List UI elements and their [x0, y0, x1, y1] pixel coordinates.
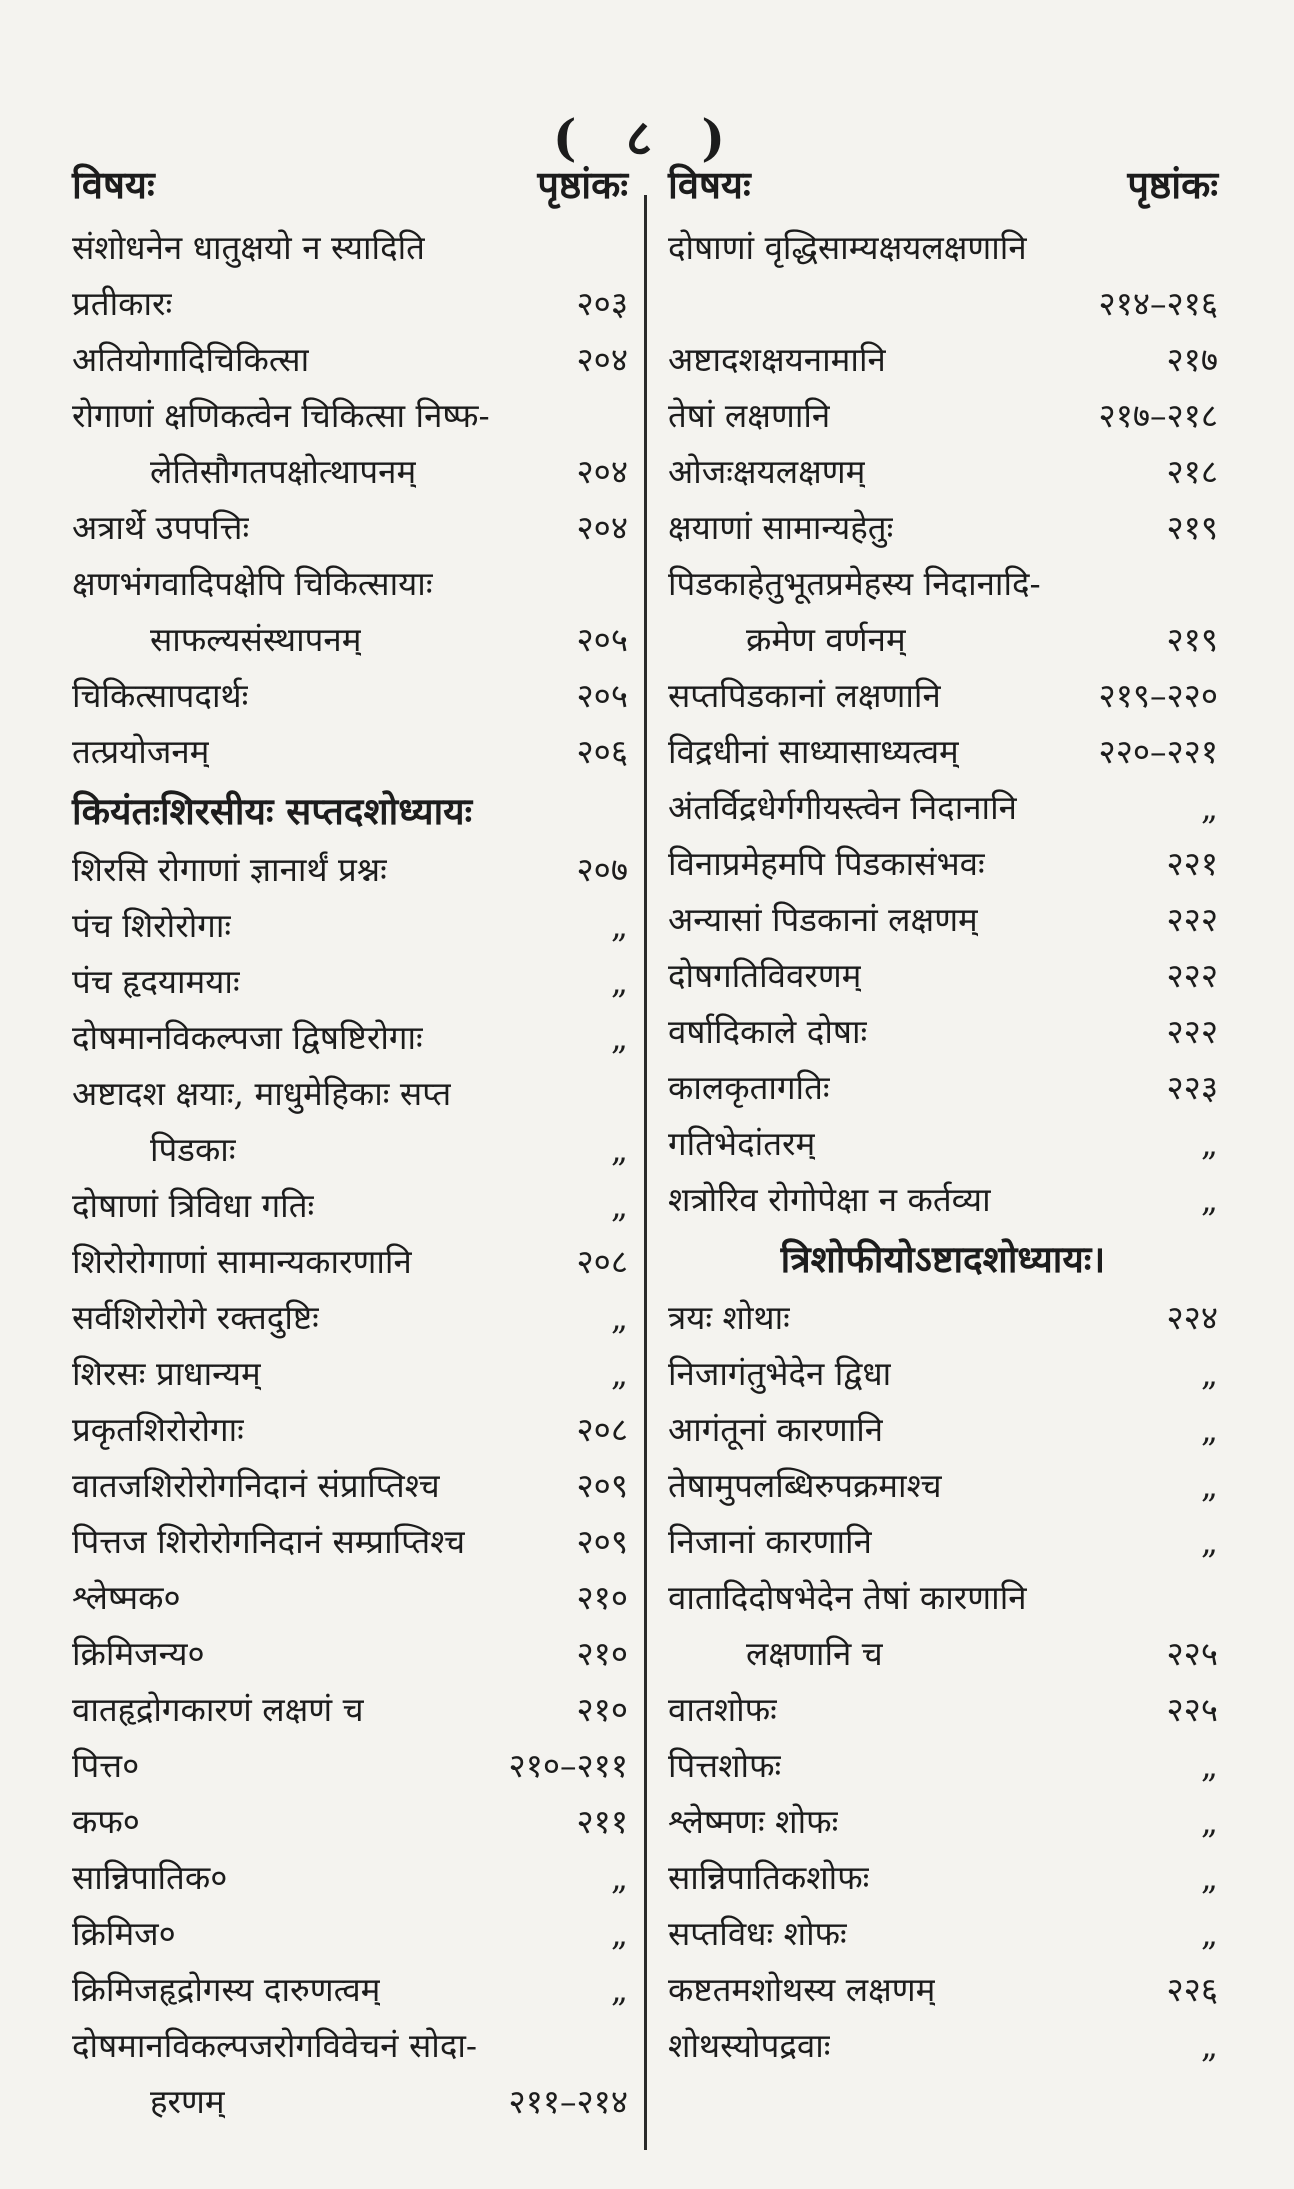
page-ref: „	[1200, 1746, 1218, 1785]
index-entry	[72, 724, 628, 780]
page-ref: „	[1200, 1802, 1218, 1841]
entry-text: क्षयाणां सामान्यहेतुः	[668, 508, 894, 547]
entry-text: वातजशिरोरोगनिदानं संप्राप्तिश्च	[72, 1466, 440, 1505]
entry-line	[668, 2018, 1218, 2074]
index-entry	[72, 1682, 628, 1738]
entry-line	[668, 1794, 1218, 1850]
entry-line	[72, 1962, 628, 2018]
entry-line	[72, 1402, 628, 1458]
entry-line	[72, 2074, 628, 2130]
page-ref: २१०–२११	[508, 1746, 628, 1785]
entry-line	[72, 556, 628, 612]
entry-line	[72, 1850, 628, 1906]
index-entry	[72, 1906, 628, 1962]
page-ref: „	[610, 1970, 628, 2009]
column-divider	[644, 195, 647, 2150]
entry-line	[72, 1794, 628, 1850]
entry-line	[668, 444, 1218, 500]
index-entry	[668, 892, 1218, 948]
entry-text: पित्त०	[72, 1746, 140, 1785]
entry-line	[668, 1850, 1218, 1906]
page-header: पृष्ठांकः	[537, 162, 628, 207]
entry-line	[668, 388, 1218, 444]
entry-text: वातशोफः	[668, 1690, 777, 1729]
entry-text: अत्रार्थे उपपत्तिः	[72, 508, 250, 547]
right-column	[668, 158, 1218, 2074]
page-ref: „	[610, 1858, 628, 1897]
page-ref: २१९	[1166, 508, 1218, 547]
index-entry	[72, 1178, 628, 1234]
index-entry	[668, 1290, 1218, 1346]
entry-line	[668, 1682, 1218, 1738]
entry-text: अष्टादशक्षयनामानि	[668, 340, 886, 379]
page-ref: „	[610, 906, 628, 945]
index-entry	[72, 1402, 628, 1458]
page-ref: „	[1200, 1410, 1218, 1449]
entry-text: त्रयः शोथाः	[668, 1298, 790, 1337]
page-ref: २१७–२१८	[1098, 396, 1218, 435]
index-entry	[668, 948, 1218, 1004]
entry-line	[72, 612, 628, 668]
entry-line	[668, 1060, 1218, 1116]
index-entry	[668, 500, 1218, 556]
page-header: पृष्ठांकः	[1127, 162, 1218, 207]
index-entry	[72, 1962, 628, 2018]
page-ref: २२०–२२१	[1098, 732, 1218, 771]
page-ref: „	[610, 1018, 628, 1057]
entry-line	[72, 276, 628, 332]
entry-line	[668, 276, 1218, 332]
entry-line	[72, 954, 628, 1010]
entry-text: क्रिमिज०	[72, 1914, 176, 1953]
entry-line	[72, 1682, 628, 1738]
entry-line	[72, 1514, 628, 1570]
index-entry	[668, 1570, 1218, 1682]
index-entry	[72, 388, 628, 500]
entry-line	[668, 1906, 1218, 1962]
entry-text: दोषमानविकल्पजरोगविवेचनं सोदा-	[72, 2026, 478, 2065]
entry-line	[72, 668, 628, 724]
entry-text: तेषां लक्षणानि	[668, 396, 831, 435]
page-ref: २२५	[1166, 1690, 1218, 1729]
entry-line	[668, 1290, 1218, 1346]
index-entry	[668, 1172, 1218, 1228]
index-entry	[72, 556, 628, 668]
entry-text: अंतर्विद्रधेर्गगीयस्त्वेन निदानानि	[668, 788, 1017, 827]
entry-text: शिरसि रोगाणां ज्ञानार्थं प्रश्नः	[72, 850, 387, 889]
index-entry	[72, 1290, 628, 1346]
index-entry	[668, 1794, 1218, 1850]
entry-text: कष्टतमशोथस्य लक्षणम्	[668, 1970, 936, 2009]
page-ref: २०६	[576, 732, 628, 771]
entry-line	[72, 388, 628, 444]
page-ref: „	[1200, 1858, 1218, 1897]
entry-text: कफ०	[72, 1802, 140, 1841]
entry-line	[668, 1514, 1218, 1570]
page-ref: २२६	[1166, 1970, 1218, 2009]
page-ref: २२२	[1166, 956, 1218, 995]
entry-line	[72, 1906, 628, 1962]
entry-text: अन्यासां पिडकानां लक्षणम्	[668, 900, 978, 939]
index-entry	[668, 388, 1218, 444]
entry-text: दोषाणां वृद्धिसाम्यक्षयलक्षणानि	[668, 228, 1027, 267]
page-ref: २०९	[576, 1466, 628, 1505]
entry-text: श्लेष्मणः शोफः	[668, 1802, 839, 1841]
entry-text: वातादिदोषभेदेन तेषां कारणानि	[668, 1578, 1027, 1617]
page-ref: २०५	[576, 676, 628, 715]
page-ref: २११	[576, 1802, 628, 1841]
entry-text: पंच हृदयामयाः	[72, 962, 240, 1001]
page-ref: २०४	[576, 508, 628, 547]
entry-text: अष्टादश क्षयाः, माधुमेहिकाः सप्त	[72, 1074, 452, 1113]
entry-text: प्रतीकारः	[72, 284, 173, 323]
entry-text: विनाप्रमेहमपि पिडकासंभवः	[668, 844, 985, 883]
entry-text: क्रिमिजन्य०	[72, 1634, 205, 1673]
page-ref: २०४	[576, 340, 628, 379]
page-ref: २०८	[576, 1410, 628, 1449]
index-entry	[72, 954, 628, 1010]
entry-line	[72, 2018, 628, 2074]
entry-text: शिरोरोगाणां सामान्यकारणानि	[72, 1242, 412, 1281]
page-ref: „	[1200, 1124, 1218, 1163]
index-entry	[72, 1346, 628, 1402]
index-entry	[668, 1682, 1218, 1738]
entry-line	[668, 668, 1218, 724]
index-entry	[72, 1514, 628, 1570]
page-ref: २२२	[1166, 900, 1218, 939]
entry-text: पित्तज शिरोरोगनिदानं सम्प्राप्तिश्च	[72, 1522, 466, 1561]
page-ref: २२१	[1166, 844, 1218, 883]
entry-text: क्रिमिजहृद्रोगस्य दारुणत्वम्	[72, 1970, 381, 2009]
page-ref: „	[610, 1914, 628, 1953]
index-entry	[668, 332, 1218, 388]
entry-line	[668, 1004, 1218, 1060]
entry-line	[668, 1402, 1218, 1458]
page-ref: २०९	[576, 1522, 628, 1561]
index-entry	[668, 836, 1218, 892]
index-entry	[72, 1010, 628, 1066]
entry-line	[668, 500, 1218, 556]
entry-line	[668, 780, 1218, 836]
index-entry	[668, 780, 1218, 836]
page-ref: २१९	[1166, 620, 1218, 659]
entry-line	[668, 1962, 1218, 2018]
index-entry	[72, 332, 628, 388]
page-ref: २०८	[576, 1242, 628, 1281]
entry-text: अतियोगादिचिकित्सा	[72, 340, 310, 379]
entry-line	[668, 948, 1218, 1004]
index-entry	[72, 842, 628, 898]
page-ref: „	[1200, 1466, 1218, 1505]
page-number: ( ८ )	[552, 108, 742, 167]
entry-text: पिडकाः	[150, 1130, 236, 1169]
column-header	[668, 158, 1218, 220]
index-entry	[668, 1906, 1218, 1962]
entry-text: सर्वशिरोरोगे रक्तदुष्टिः	[72, 1298, 319, 1337]
entry-text: ओजःक्षयलक्षणम्	[668, 452, 866, 491]
entry-line	[72, 724, 628, 780]
index-entry	[72, 1794, 628, 1850]
page-ref: „	[610, 1130, 628, 1169]
page-ref: „	[1200, 1180, 1218, 1219]
index-entry	[72, 500, 628, 556]
entry-line	[668, 1570, 1218, 1626]
subject-header: विषयः	[668, 162, 751, 207]
entry-text: विद्रधीनां साध्यासाध्यत्वम्	[668, 732, 959, 771]
index-entry	[668, 1962, 1218, 2018]
entry-text: वातहृद्रोगकारणं लक्षणं च	[72, 1690, 364, 1729]
entry-text: दोषाणां त्रिविधा गतिः	[72, 1186, 315, 1225]
page-ref: „	[1200, 1354, 1218, 1393]
index-entry	[668, 556, 1218, 668]
index-list	[72, 220, 628, 2130]
entry-text: संशोधनेन धातुक्षयो न स्यादिति	[72, 228, 425, 267]
index-entry	[668, 1514, 1218, 1570]
entry-text: साफल्यसंस्थापनम्	[150, 620, 362, 659]
page-ref: २१०	[576, 1634, 628, 1673]
index-entry	[72, 1458, 628, 1514]
entry-text: पंच शिरोरोगाः	[72, 906, 232, 945]
entry-line	[72, 842, 628, 898]
index-entry	[72, 1738, 628, 1794]
index-entry	[72, 1234, 628, 1290]
index-entry	[668, 724, 1218, 780]
page-ref: २१०	[576, 1578, 628, 1617]
entry-text: रोगाणां क्षणिकत्वेन चिकित्सा निष्फ-	[72, 396, 490, 435]
entry-text: लक्षणानि च	[746, 1634, 883, 1673]
entry-text: हरणम्	[150, 2082, 225, 2121]
entry-line	[72, 1738, 628, 1794]
index-entry	[668, 1004, 1218, 1060]
index-list	[668, 220, 1218, 2074]
entry-text: सप्तविधः शोफः	[668, 1914, 847, 1953]
entry-line	[72, 332, 628, 388]
entry-line	[668, 1458, 1218, 1514]
page-ref: २२२	[1166, 1012, 1218, 1051]
index-entry	[72, 1570, 628, 1626]
entry-line	[72, 444, 628, 500]
page-ref: २१०	[576, 1690, 628, 1729]
entry-text: तत्प्रयोजनम्	[72, 732, 210, 771]
entry-line	[668, 332, 1218, 388]
entry-text: आगंतूनां कारणानि	[668, 1410, 884, 1449]
entry-text: सान्निपातिक०	[72, 1858, 228, 1897]
subject-header: विषयः	[72, 162, 155, 207]
index-entry	[72, 1850, 628, 1906]
entry-text: दोषगतिविवरणम्	[668, 956, 862, 995]
entry-text: चिकित्सापदार्थः	[72, 676, 249, 715]
entry-text: क्रमेण वर्णनम्	[746, 620, 906, 659]
page-ref: २११–२१४	[508, 2082, 628, 2121]
entry-line	[668, 892, 1218, 948]
entry-text: श्लेष्मक०	[72, 1578, 181, 1617]
entry-line	[72, 1458, 628, 1514]
entry-text: शोथस्योपद्रवाः	[668, 2026, 831, 2065]
chapter-title: कियंतःशिरसीयः सप्तदशोध्यायः	[72, 789, 473, 833]
entry-line	[72, 1346, 628, 1402]
index-entry	[72, 220, 628, 332]
index-entry	[668, 1116, 1218, 1172]
index-entry	[668, 1738, 1218, 1794]
entry-line	[668, 1626, 1218, 1682]
entry-line	[668, 612, 1218, 668]
entry-text: पित्तशोफः	[668, 1746, 782, 1785]
page-ref: „	[610, 1186, 628, 1225]
page-ref: „	[610, 962, 628, 1001]
entry-line	[668, 1172, 1218, 1228]
left-column	[72, 158, 628, 2130]
index-entry	[668, 444, 1218, 500]
page-ref: २०५	[576, 620, 628, 659]
page-ref: „	[1200, 1914, 1218, 1953]
entry-line	[72, 1626, 628, 1682]
entry-text: शत्रोरिव रोगोपेक्षा न कर्तव्या	[668, 1180, 991, 1219]
index-entry	[668, 2018, 1218, 2074]
index-entry	[72, 1626, 628, 1682]
entry-line	[72, 500, 628, 556]
entry-line	[668, 1738, 1218, 1794]
entry-line	[72, 220, 628, 276]
column-header	[72, 158, 628, 220]
entry-line	[72, 1066, 628, 1122]
index-entry	[668, 668, 1218, 724]
entry-text: शिरसः प्राधान्यम्	[72, 1354, 261, 1393]
entry-text: वर्षादिकाले दोषाः	[668, 1012, 868, 1051]
entry-text: गतिभेदांतरम्	[668, 1124, 816, 1163]
entry-line	[72, 1234, 628, 1290]
entry-line	[668, 836, 1218, 892]
index-entry	[72, 2018, 628, 2130]
entry-text: क्षणभंगवादिपक्षेपि चिकित्सायाः	[72, 564, 433, 603]
entry-line	[72, 898, 628, 954]
index-entry	[668, 220, 1218, 332]
entry-text: लेतिसौगतपक्षोत्थापनम्	[150, 452, 417, 491]
page-ref: „	[610, 1298, 628, 1337]
entry-text: कालकृतागतिः	[668, 1068, 830, 1107]
index-entry	[668, 1458, 1218, 1514]
entry-text: निजागंतुभेदेन द्विधा	[668, 1354, 892, 1393]
page-ref: २०७	[576, 850, 628, 889]
page-ref: „	[1200, 788, 1218, 827]
entry-line	[72, 1178, 628, 1234]
page-ref: २२४	[1166, 1298, 1218, 1337]
page-ref: „	[610, 1354, 628, 1393]
entry-line	[72, 1290, 628, 1346]
page-ref: २०३	[576, 284, 628, 323]
index-entry	[668, 1402, 1218, 1458]
entry-text: सान्निपातिकशोफः	[668, 1858, 870, 1897]
index-entry	[668, 1346, 1218, 1402]
entry-line	[668, 1116, 1218, 1172]
index-entry	[72, 898, 628, 954]
entry-line	[72, 1122, 628, 1178]
chapter-title: त्रिशोफीयोऽष्टादशोध्यायः।	[780, 1237, 1106, 1281]
page-ref: २१७	[1166, 340, 1218, 379]
page-ref: २१९–२२०	[1098, 676, 1218, 715]
index-entry	[72, 668, 628, 724]
entry-text: पिडकाहेतुभूतप्रमेहस्य निदानादि-	[668, 564, 1041, 603]
entry-line	[72, 1010, 628, 1066]
entry-line	[668, 1346, 1218, 1402]
page-ref: २०४	[576, 452, 628, 491]
index-entry	[668, 1060, 1218, 1116]
index-entry	[668, 1850, 1218, 1906]
page-ref: २२५	[1166, 1634, 1218, 1673]
entry-line	[668, 556, 1218, 612]
entry-line	[72, 1570, 628, 1626]
page-ref: २२३	[1166, 1068, 1218, 1107]
entry-text: सप्तपिडकानां लक्षणानि	[668, 676, 941, 715]
entry-text: निजानां कारणानि	[668, 1522, 872, 1561]
entry-text: तेषामुपलब्धिरुपक्रमाश्च	[668, 1466, 942, 1505]
page-ref: „	[1200, 2026, 1218, 2065]
entry-text: दोषमानविकल्पजा द्विषष्टिरोगाः	[72, 1018, 423, 1057]
page-ref: २१४–२१६	[1098, 284, 1218, 323]
entry-line	[668, 724, 1218, 780]
page-ref: „	[1200, 1522, 1218, 1561]
entry-line	[668, 220, 1218, 276]
entry-text: प्रकृतशिरोरोगाः	[72, 1410, 244, 1449]
page-ref: २१८	[1166, 452, 1218, 491]
index-entry	[72, 1066, 628, 1178]
